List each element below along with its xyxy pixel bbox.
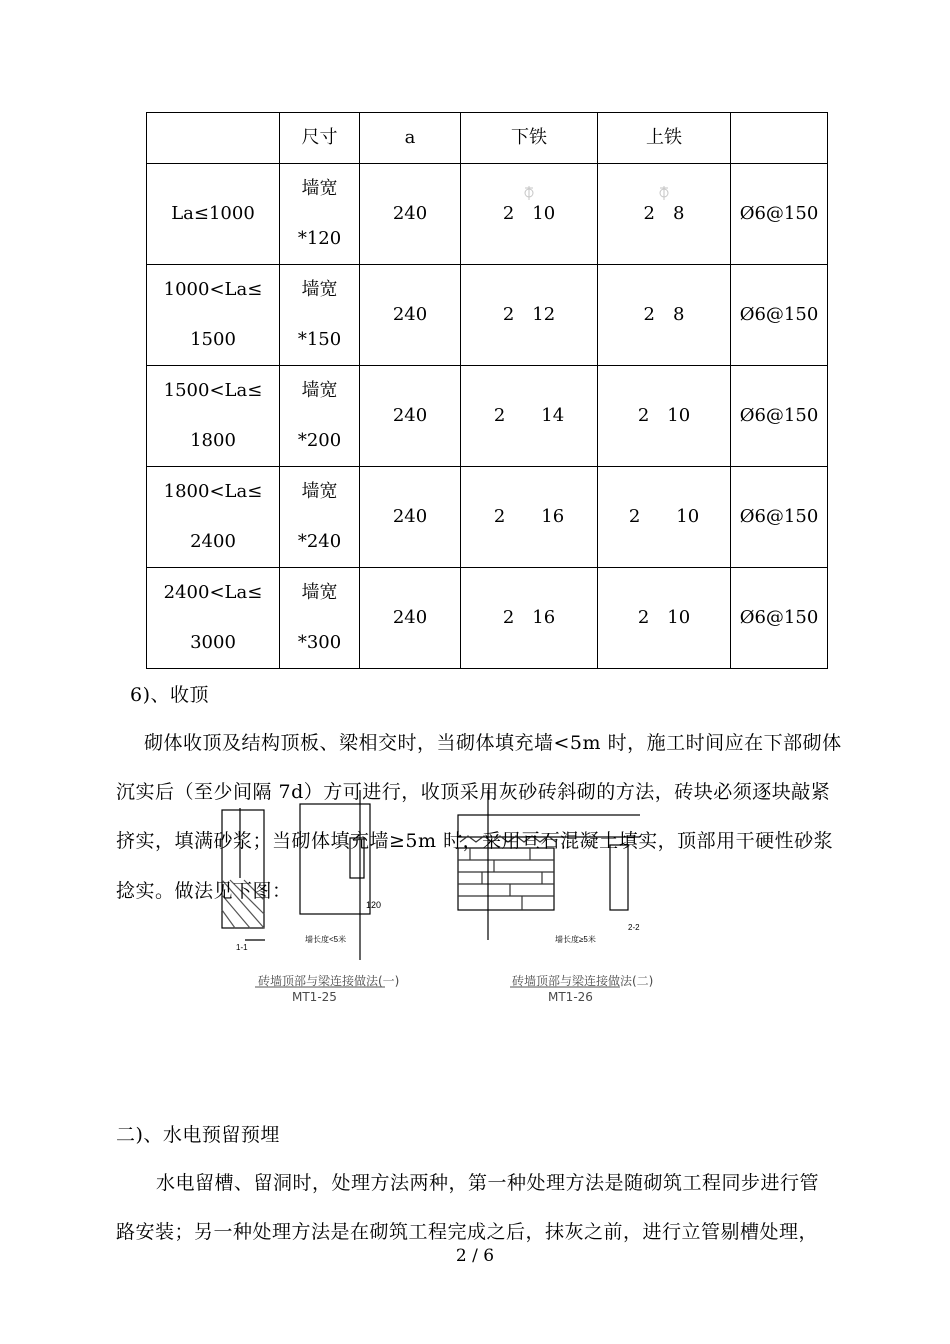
- la-cell: 2400<La≤ 3000: [147, 568, 280, 669]
- size-cell: 墙宽 *120: [280, 164, 360, 265]
- section-2-line: 路安装；另一种处理方法是在砌筑工程完成之后，抹灰之前，进行立管剔槽处理，: [116, 1221, 819, 1243]
- svg-text:墙长度<5米: 墙长度<5米: [305, 935, 347, 944]
- stirrup-cell: Ø6@150: [731, 164, 828, 265]
- figure-code-right: MT1-26: [548, 990, 593, 1004]
- section-2-line: 水电留槽、留洞时，处理方法两种，第一种处理方法是随砌筑工程同步进行管: [156, 1172, 820, 1194]
- top-rebar-cell: 2 10: [598, 366, 731, 467]
- a-cell: 240: [360, 366, 461, 467]
- table-row: [147, 164, 828, 265]
- rebar-symbol-icon: [522, 170, 536, 186]
- header-cell: 上铁: [598, 113, 731, 164]
- bottom-rebar-cell: 2 10: [461, 164, 598, 265]
- a-cell: 240: [360, 265, 461, 366]
- svg-text:墙长度≥5米: 墙长度≥5米: [555, 935, 596, 944]
- size-cell: 墙宽 *200: [280, 366, 360, 467]
- page-number: 2 / 6: [455, 1246, 495, 1266]
- section-6-line: 挤实，填满砂浆；当砌体填充墙≥5m 时，采用亘石混凝土填实，顶部用干硬性砂浆: [116, 830, 834, 852]
- stirrup-cell: Ø6@150: [731, 366, 828, 467]
- bottom-rebar-cell: 2 16: [461, 467, 598, 568]
- la-cell: La≤1000: [147, 164, 280, 265]
- table-row: [147, 568, 828, 669]
- svg-text:2-2: 2-2: [628, 923, 640, 932]
- top-rebar-cell: 2 10: [598, 568, 731, 669]
- header-cell: [731, 113, 828, 164]
- a-cell: 240: [360, 568, 461, 669]
- header-cell: [147, 113, 280, 164]
- bottom-rebar-cell: 2 16: [461, 568, 598, 669]
- figure-code-left: MT1-25: [292, 990, 337, 1004]
- table-row: [147, 265, 828, 366]
- size-cell: 墙宽 *300: [280, 568, 360, 669]
- a-cell: 240: [360, 164, 461, 265]
- stirrup-cell: Ø6@150: [731, 568, 828, 669]
- section-6-line: 砌体收顶及结构顶板、梁相交时，当砌体填充墙<5m 时，施工时间应在下部砌体: [144, 732, 842, 754]
- la-cell: 1800<La≤ 2400: [147, 467, 280, 568]
- top-rebar-cell: 2 8: [598, 265, 731, 366]
- header-cell: a: [360, 113, 461, 164]
- figure-caption-right: 砖墙顶部与梁连接做法(二): [512, 974, 654, 988]
- section-6-heading: 6)、收顶: [130, 684, 210, 706]
- bottom-rebar-cell: 2 14: [461, 366, 598, 467]
- la-cell: 1500<La≤ 1800: [147, 366, 280, 467]
- table-row: [147, 467, 828, 568]
- table-header-row: [147, 113, 828, 164]
- section-6-line: 沉实后（至少间隔 7d）方可进行，收顶采用灰砂砖斜砌的方法，砖块必须逐块敲紧: [116, 781, 831, 803]
- top-rebar-cell: 2 8: [598, 164, 731, 265]
- section-2-heading: 二)、水电预留预埋: [116, 1124, 280, 1146]
- figure-caption-left: 砖墙顶部与梁连接做法(一): [258, 974, 400, 988]
- header-cell: 下铁: [461, 113, 598, 164]
- svg-text:1-1: 1-1: [236, 943, 248, 952]
- size-cell: 墙宽 *150: [280, 265, 360, 366]
- svg-text:120: 120: [366, 900, 382, 910]
- stirrup-cell: Ø6@150: [731, 265, 828, 366]
- rebar-table: [146, 112, 828, 669]
- top-rebar-cell: 2 10: [598, 467, 731, 568]
- bottom-rebar-cell: 2 12: [461, 265, 598, 366]
- table-row: [147, 366, 828, 467]
- stirrup-cell: Ø6@150: [731, 467, 828, 568]
- rebar-symbol-icon: [657, 170, 671, 186]
- size-cell: 墙宽 *240: [280, 467, 360, 568]
- la-cell: 1000<La≤ 1500: [147, 265, 280, 366]
- section-6-line: 捻实。做法见下图：: [116, 880, 292, 902]
- header-cell: 尺寸: [280, 113, 360, 164]
- a-cell: 240: [360, 467, 461, 568]
